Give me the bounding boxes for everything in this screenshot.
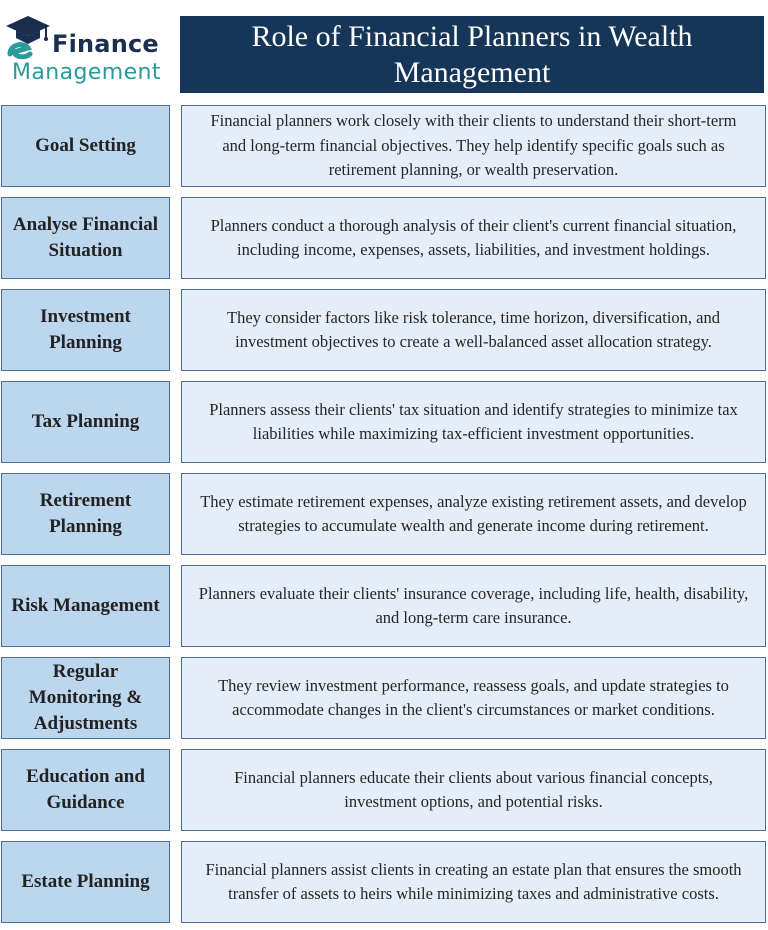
role-description: Planners evaluate their clients' insurance coverage, including life, health, disability, and long-term care insurance.: [181, 565, 766, 647]
role-row-retirement-planning: [0, 473, 768, 557]
role-label: Risk Management: [1, 565, 170, 647]
role-row-goal-setting: [0, 105, 768, 189]
role-description: They review investment performance, reassess goals, and update strategies to accommodate changes in the client's circumstances or market conditions.: [181, 657, 766, 739]
role-row-regular-monitoring: [0, 657, 768, 741]
role-description: Financial planners educate their clients about various financial concepts, investment options, and potential risks.: [181, 749, 766, 831]
role-description: Financial planners work closely with their clients to understand their short-term and long-term financial objectives. They help identify specific goals such as retirement planning, or wealth preservation.: [181, 105, 766, 187]
role-row-tax-planning: [0, 381, 768, 465]
logo-text-management: Management: [12, 60, 161, 85]
role-label: Investment Planning: [1, 289, 170, 371]
role-row-education-and-guidance: [0, 749, 768, 833]
role-label: Education and Guidance: [1, 749, 170, 831]
role-description: They estimate retirement expenses, analyze existing retirement assets, and develop strategies to accumulate wealth and generate income during retirement.: [181, 473, 766, 555]
role-row-estate-planning: [0, 841, 768, 925]
role-description: Financial planners assist clients in creating an estate plan that ensures the smooth transfer of assets to heirs while minimizing taxes and administrative costs.: [181, 841, 766, 923]
role-label: Estate Planning: [1, 841, 170, 923]
role-row-investment-planning: [0, 289, 768, 373]
role-label: Retirement Planning: [1, 473, 170, 555]
role-label: Regular Monitoring & Adjustments: [1, 657, 170, 739]
graduation-cap-e-icon: [2, 14, 54, 62]
brand-logo: [2, 14, 174, 92]
role-description: Planners conduct a thorough analysis of their client's current financial situation, including income, expenses, assets, liabilities, and investment holdings.: [181, 197, 766, 279]
role-label: Goal Setting: [1, 105, 170, 187]
logo-text-finance: Finance: [52, 30, 159, 58]
role-row-analyse-financial-situation: [0, 197, 768, 281]
role-row-risk-management: [0, 565, 768, 649]
role-label: Analyse Financial Situation: [1, 197, 170, 279]
role-description: They consider factors like risk tolerance, time horizon, diversification, and investment objectives to create a well-balanced asset allocation strategy.: [181, 289, 766, 371]
role-description: Planners assess their clients' tax situation and identify strategies to minimize tax liabilities while maximizing tax-efficient investment opportunities.: [181, 381, 766, 463]
role-label: Tax Planning: [1, 381, 170, 463]
page-title: Role of Financial Planners in Wealth Management: [180, 16, 764, 93]
